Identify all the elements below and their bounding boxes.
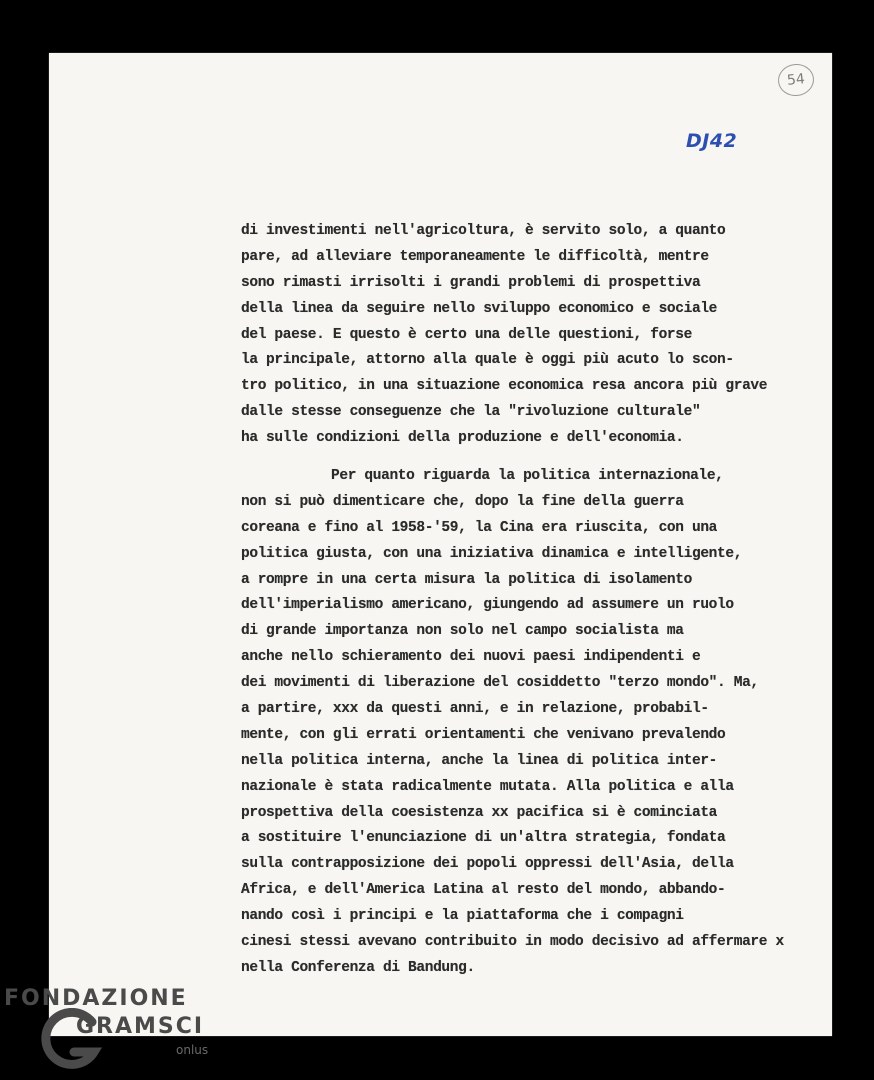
text-line: politica giusta, con una iniziativa dinamica e intelligente, bbox=[241, 545, 743, 562]
text-line: cinesi stessi avevano contribuito in modo decisivo ad affermare x bbox=[241, 934, 784, 951]
typescript-body bbox=[241, 219, 811, 982]
paragraph bbox=[241, 464, 811, 982]
text-line: a sostituire l'enunciazione di un'altra strategia, fondata bbox=[241, 830, 726, 847]
text-line: tro politico, in una situazione economica resa ancora più grave bbox=[241, 378, 768, 395]
text-line: sono rimasti irrisolti i grandi problemi di prospettiva bbox=[241, 274, 701, 291]
text-line: a partire, xxx da questi anni, e in relazione, probabil- bbox=[241, 701, 709, 718]
text-line: dei movimenti di liberazione del cosiddetto "terzo mondo". Ma, bbox=[241, 675, 759, 692]
text-line: dell'imperialismo americano, giungendo ad assumere un ruolo bbox=[241, 597, 734, 614]
paragraph bbox=[241, 219, 811, 452]
text-line: di grande importanza non solo nel campo socialista ma bbox=[241, 623, 684, 640]
text-line: di investimenti nell'agricoltura, è servito solo, a quanto bbox=[241, 223, 726, 239]
text-line: mente, con gli errati orientamenti che venivano prevalendo bbox=[241, 726, 726, 743]
page-number: 54 bbox=[786, 71, 806, 89]
text-line: Africa, e dell'America Latina al resto del mondo, abbando- bbox=[241, 882, 726, 899]
text-line: ha sulle condizioni della produzione e dell'economia. bbox=[241, 430, 684, 447]
text-line: prospettiva della coesistenza xx pacifica si è cominciata bbox=[241, 804, 718, 821]
watermark-line2: GRAMSCI bbox=[76, 1014, 205, 1039]
watermark-line1: FONDAZIONE bbox=[4, 986, 188, 1011]
text-line: Per quanto riguarda la politica internazionale, bbox=[331, 468, 724, 485]
paragraph-gap bbox=[241, 452, 811, 464]
fondazione-gramsci-watermark bbox=[4, 986, 224, 1076]
text-line: non si può dimenticare che, dopo la fine della guerra bbox=[241, 493, 684, 510]
text-line: dalle stesse conseguenze che la "rivoluzione culturale" bbox=[241, 404, 701, 421]
text-line: nella politica interna, anche la linea di politica inter- bbox=[241, 752, 718, 769]
text-line: anche nello schieramento dei nuovi paesi indipendenti e bbox=[241, 649, 701, 666]
text-line: del paese. E questo è certo una delle questioni, forse bbox=[241, 326, 692, 343]
text-line: a rompre in una certa misura la politica di isolamento bbox=[241, 571, 692, 588]
text-line: pare, ad alleviare temporaneamente le difficoltà, mentre bbox=[241, 248, 709, 265]
text-line: sulla contrapposizione dei popoli oppressi dell'Asia, della bbox=[241, 856, 734, 873]
text-line: della linea da seguire nello sviluppo economico e sociale bbox=[241, 300, 718, 317]
archive-code-annotation: DJ42 bbox=[686, 130, 738, 152]
watermark-suffix: onlus bbox=[176, 1043, 209, 1057]
text-line: nella Conferenza di Bandung. bbox=[241, 959, 475, 976]
text-line: la principale, attorno alla quale è oggi più acuto lo scon- bbox=[241, 352, 734, 369]
text-line: nazionale è stata radicalmente mutata. Alla politica e alla bbox=[241, 778, 734, 795]
text-line: nando così i principi e la piattaforma che i compagni bbox=[241, 908, 684, 925]
text-line: coreana e fino al 1958-'59, la Cina era riuscita, con una bbox=[241, 519, 718, 536]
